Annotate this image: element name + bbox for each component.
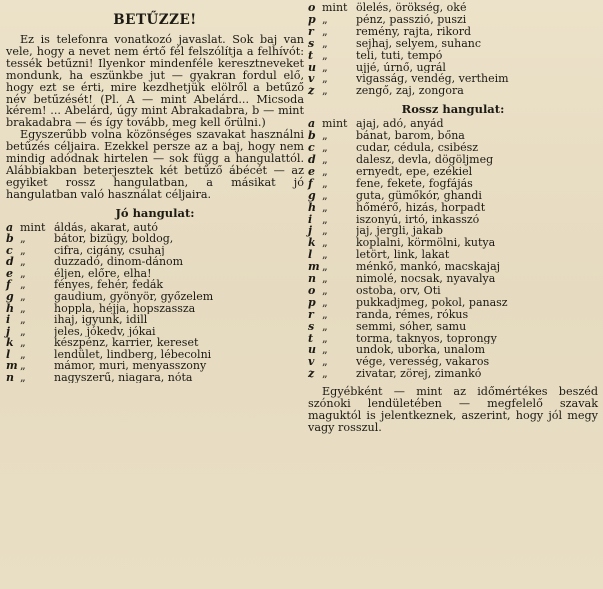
alphabet-row (308, 333, 598, 345)
alphabet-row (308, 356, 598, 368)
row-mark: „ (322, 272, 328, 286)
row-letter: u (308, 60, 316, 74)
alphabet-row (308, 26, 598, 38)
row-words: hőmérő, hizás, horpadt (356, 201, 486, 214)
alphabet-row (308, 142, 598, 154)
row-letter: m (6, 359, 18, 373)
row-mark: „ (20, 370, 26, 384)
row-mark: „ (322, 236, 328, 250)
row-words: ostoba, orv, Oti (356, 284, 441, 297)
alphabet-row (6, 256, 304, 268)
row-mark: „ (20, 289, 26, 303)
intro-paragraph: Ez is telefonra vonatkozó javaslat. Sok baj van vele, hogy a nevet nem értő fél felszólítja a felhívót: tessék betűzni! Ilyenkor mindenféle keresztneveket mondunk, ha eszünkbe jut — gyakran fordul elő, hogy ezt se érti, mire kezdhetjük elölről a betűző név betűzését! (Pl. A — mint Abelárd... Micsoda kérem! ... Abelárd, úgy mint Abrakadabra, b — mint brakadabra — és így tovább, meg kell őrülni.) (6, 33, 304, 130)
row-words: vége, veresség, vakaros (356, 356, 490, 369)
alphabet-row (308, 166, 598, 178)
alphabet-row (6, 222, 304, 234)
alphabet-row (308, 85, 598, 97)
row-mark: „ (322, 48, 328, 62)
row-letter: f (308, 176, 313, 190)
row-words: semmi, sóher, samu (356, 320, 467, 333)
bad-mood-list (308, 118, 598, 380)
row-mark: „ (322, 343, 328, 357)
row-letter: b (6, 232, 14, 246)
good-mood-list (6, 222, 304, 384)
row-words: teli, tuti, tempó (356, 49, 443, 62)
row-letter: t (308, 48, 314, 62)
row-words: dalesz, devla, dögöljmeg (356, 153, 494, 166)
bad-mood-heading: Rossz hangulat: (401, 102, 505, 117)
row-mark: „ (20, 347, 26, 361)
row-words: fene, fekete, fogfájás (356, 177, 473, 190)
row-words: guta, gümőkór, ghandi (356, 189, 482, 202)
row-mark: „ (20, 313, 26, 327)
alphabet-row (308, 38, 598, 50)
row-letter: c (6, 243, 13, 257)
row-mark: „ (322, 355, 328, 369)
good-mood-heading: Jó hangulat: (115, 205, 195, 220)
row-letter: r (308, 24, 314, 38)
row-mark: „ (322, 367, 328, 381)
row-letter: g (6, 289, 14, 303)
row-words: ajaj, adó, anyád (356, 118, 444, 131)
row-mark: „ (20, 255, 26, 269)
row-words: vigasság, vendég, vertheim (356, 73, 509, 86)
row-mark: „ (20, 359, 26, 373)
row-letter: p (308, 12, 316, 26)
alphabet-row (6, 279, 304, 291)
row-mark: „ (322, 319, 328, 333)
row-letter: c (308, 141, 315, 155)
row-letter: t (308, 331, 314, 345)
alphabet-row (308, 62, 598, 74)
alphabet-row (6, 303, 304, 315)
row-mark: „ (322, 212, 328, 226)
row-words: iszonyú, irtó, inkasszó (356, 213, 480, 226)
row-letter: n (6, 370, 14, 384)
row-mark: „ (322, 72, 328, 86)
row-letter: z (308, 367, 315, 381)
row-mark: „ (20, 232, 26, 246)
row-mark: „ (322, 84, 328, 98)
article-title: BETŰZZE! (113, 12, 197, 28)
alphabet-row (308, 309, 598, 321)
row-words: undok, uborka, unalom (356, 344, 486, 357)
row-letter: a (308, 117, 316, 131)
row-mark: „ (322, 331, 328, 345)
row-mark: „ (322, 129, 328, 143)
alphabet-row (308, 214, 598, 226)
row-mark: „ (20, 278, 26, 292)
row-letter: j (6, 324, 10, 338)
alphabet-row (308, 118, 598, 130)
row-letter: v (308, 355, 315, 369)
row-words: bánat, barom, bőna (356, 130, 465, 143)
row-words: ihaj, igyunk, idill (54, 314, 148, 326)
row-mark: „ (20, 301, 26, 315)
alphabet-row (6, 245, 304, 257)
row-mark: „ (322, 12, 328, 26)
row-letter: d (308, 152, 316, 166)
alphabet-row (308, 368, 598, 380)
alphabet-row (6, 314, 304, 326)
row-mark: „ (322, 307, 328, 321)
row-words: sejhaj, selyem, suhanc (356, 37, 482, 50)
row-letter: v (308, 72, 315, 86)
row-letter: i (6, 313, 11, 327)
row-words: jaj, jergli, jakab (356, 225, 443, 238)
alphabet-row (308, 178, 598, 190)
row-words: randa, rémes, rókus (356, 308, 469, 321)
row-mark: mint (322, 117, 348, 131)
row-words: zivatar, zörej, zimankó (356, 368, 482, 381)
alphabet-row (308, 14, 598, 26)
row-words: ujjé, úrnő, ugrál (356, 61, 446, 74)
row-letter: a (6, 220, 14, 234)
row-letter: e (308, 164, 315, 178)
row-words: hoppla, héjja, hopszassza (54, 302, 196, 315)
row-mark: „ (322, 188, 328, 202)
row-words: zengő, zaj, zongora (356, 85, 464, 98)
row-mark: „ (322, 24, 328, 38)
row-letter: b (308, 129, 316, 143)
alphabet-row (6, 372, 304, 384)
alphabet-row (6, 268, 304, 280)
alphabet-row (308, 261, 598, 273)
row-words: fényes, fehér, fedák (54, 279, 164, 291)
alphabet-row (308, 297, 598, 309)
alphabet-row (308, 73, 598, 85)
row-mark: mint (322, 1, 348, 14)
row-words: duzzadó, dinom-dánom (54, 256, 184, 268)
row-mark: „ (322, 164, 328, 178)
alphabet-row (6, 233, 304, 245)
row-words: bátor, bizügy, boldog, (54, 233, 174, 245)
closing-paragraph: Egyébként — mint az időmértékes beszéd szónoki lendületében — megfelelő szavak maguktól is jelentkeznek, aszerint, hogy jól megy vagy rosszul. (308, 385, 598, 434)
alphabet-row (6, 360, 304, 372)
row-letter: k (6, 336, 14, 350)
row-letter: z (308, 84, 315, 98)
row-mark: „ (322, 248, 328, 262)
alphabet-row (308, 190, 598, 202)
row-mark: „ (322, 141, 328, 155)
row-letter: h (6, 301, 14, 315)
row-letter: s (308, 36, 315, 50)
row-mark: „ (322, 36, 328, 50)
row-mark: „ (322, 176, 328, 190)
row-letter: r (308, 307, 314, 321)
alphabet-row (308, 202, 598, 214)
row-words: éljen, előre, elha! (54, 267, 152, 280)
row-mark: „ (20, 266, 26, 280)
row-letter: f (6, 278, 11, 292)
row-words: ernyedt, epe, ezékiel (356, 165, 473, 178)
good-mood-list-continued (308, 2, 598, 97)
row-letter: m (308, 260, 320, 274)
row-words: cudar, cédula, csibész (356, 142, 479, 154)
row-mark: „ (322, 260, 328, 274)
row-letter: d (6, 255, 14, 269)
alphabet-row (6, 337, 304, 349)
right-column (308, 2, 598, 434)
row-words: pénz, passzió, puszi (356, 13, 467, 26)
alphabet-row (6, 349, 304, 361)
row-letter: p (308, 295, 316, 309)
alphabet-row (308, 344, 598, 356)
proposal-paragraph: Egyszerűbb volna közönséges szavakat használni betűzés céljaira. Ezekkel persze az a baj, hogy nem mindig adódnak hirtelen — sok függ a hangulattól. Alábbiakban beterjesztek két betűző ábécét — az egyiket rossz hangulatban, a másikat jó hangulatban való használat céljaira. (6, 128, 304, 201)
row-mark: „ (322, 152, 328, 166)
row-words: áldás, akarat, autó (54, 221, 159, 234)
row-words: mámor, muri, menyasszony (54, 360, 207, 372)
row-letter: i (308, 212, 313, 226)
row-mark: „ (322, 224, 328, 238)
alphabet-row (308, 2, 598, 14)
alphabet-row (308, 321, 598, 333)
row-mark: „ (322, 200, 328, 214)
alphabet-row (308, 237, 598, 249)
row-mark: mint (20, 220, 46, 234)
row-mark: „ (20, 336, 26, 350)
row-mark: „ (322, 283, 328, 297)
row-words: letört, link, lakat (356, 249, 450, 262)
row-mark: „ (322, 60, 328, 74)
row-words: gaudium, gyönyör, győzelem (54, 290, 214, 303)
row-letter: o (308, 1, 316, 14)
row-words: cifra, cigány, csuhaj (54, 244, 165, 257)
row-words: torma, taknyos, toprongy (356, 332, 497, 345)
row-words: pukkadjmeg, pokol, panasz (356, 296, 508, 309)
row-mark: „ (322, 295, 328, 309)
alphabet-row (308, 225, 598, 237)
row-words: remény, rajta, rikord (356, 25, 472, 38)
row-letter: k (308, 236, 316, 250)
row-letter: j (308, 224, 312, 238)
row-words: koplalni, körmölni, kutya (356, 237, 496, 250)
row-words: ménkő, mankó, macskajaj (356, 261, 501, 274)
row-mark: „ (20, 243, 26, 257)
row-letter: g (308, 188, 316, 202)
row-letter: e (6, 266, 13, 280)
row-letter: l (6, 347, 11, 361)
alphabet-row (308, 154, 598, 166)
alphabet-row (308, 130, 598, 142)
row-letter: o (308, 283, 316, 297)
row-letter: h (308, 200, 316, 214)
alphabet-row (308, 50, 598, 62)
row-words: ölelés, örökség, oké (356, 2, 467, 14)
row-words: készpénz, karrier, kereset (54, 337, 199, 349)
row-words: lendület, lindberg, lébecolni (54, 348, 212, 361)
alphabet-row (6, 291, 304, 303)
row-letter: l (308, 248, 313, 262)
row-words: nagyszerű, niagara, nóta (54, 371, 193, 384)
row-letter: s (308, 319, 315, 333)
alphabet-row (6, 326, 304, 338)
left-column (6, 6, 304, 383)
row-words: nimolé, nocsak, nyavalya (356, 273, 496, 285)
alphabet-row (308, 273, 598, 285)
row-mark: „ (20, 324, 26, 338)
row-letter: n (308, 272, 316, 286)
row-words: jeles, jókedv, jókai (54, 325, 156, 338)
row-letter: u (308, 343, 316, 357)
alphabet-row (308, 249, 598, 261)
alphabet-row (308, 285, 598, 297)
